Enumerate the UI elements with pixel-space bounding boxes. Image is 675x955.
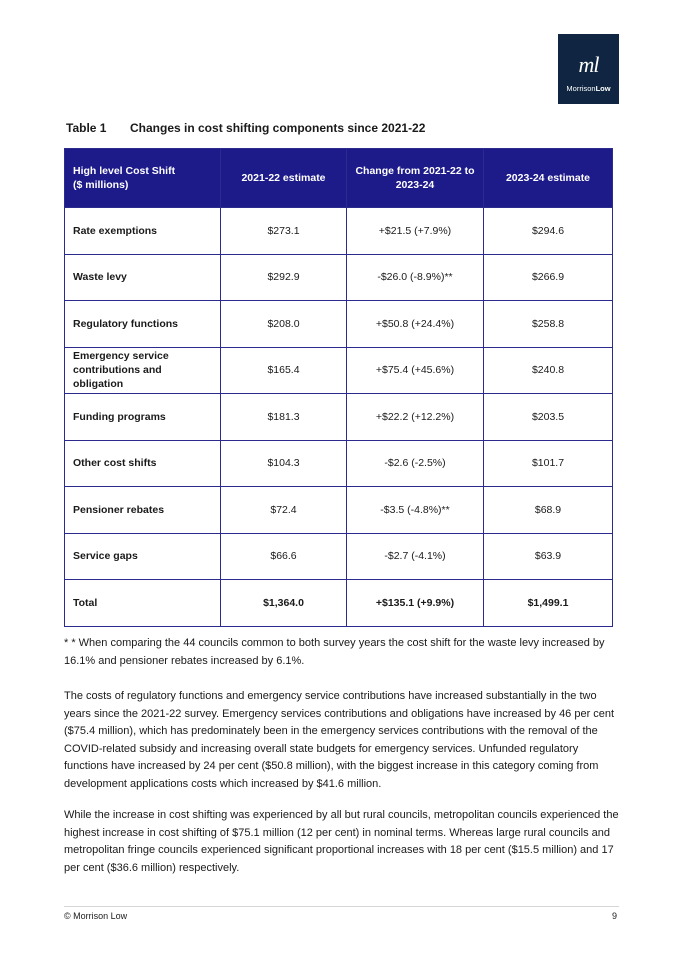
table-header-row: [65, 149, 613, 208]
table-row: [65, 301, 613, 348]
table-cell: $165.4: [221, 347, 347, 394]
table-cell: $203.5: [484, 394, 613, 441]
table-cell: +$75.4 (+45.6%): [347, 347, 484, 394]
footer-copyright: © Morrison Low: [64, 911, 128, 921]
logo-wordmark: MorrisonLow: [566, 84, 611, 93]
table-caption: [66, 121, 425, 135]
table-cell: -$26.0 (-8.9%)**: [347, 254, 484, 301]
table-cell: $72.4: [221, 487, 347, 534]
row-label: Regulatory functions: [65, 301, 221, 348]
table-title: Changes in cost shifting components since 2021-22: [130, 121, 426, 135]
row-label: Waste levy: [65, 254, 221, 301]
table-cell: $208.0: [221, 301, 347, 348]
row-label: Funding programs: [65, 394, 221, 441]
table-cell: $68.9: [484, 487, 613, 534]
table-cell: $181.3: [221, 394, 347, 441]
footer-divider: [64, 906, 619, 907]
table-cell: +$21.5 (+7.9%): [347, 208, 484, 255]
page-number: 9: [612, 911, 618, 921]
body-paragraph: While the increase in cost shifting was experienced by all but rural councils, metropolitan councils experienced the highest increase in cost shifting of $75.1 million (12 per cent) in nominal terms. Whereas large rural councils and metropolitan fringe councils experienced significant proportional increases with 18 per cent ($15.5 million) and 17 per cent ($36.6 million) respectively.: [64, 809, 619, 874]
table-cell: $240.8: [484, 347, 613, 394]
row-label: Service gaps: [65, 533, 221, 580]
table-cell: $273.1: [221, 208, 347, 255]
table-cell: $104.3: [221, 440, 347, 487]
table-row: [65, 533, 613, 580]
column-header: High level Cost Shift ($ millions): [65, 149, 221, 208]
table-total-row: [65, 580, 613, 627]
table-footnote: * * When comparing the 44 councils common to both survey years the cost shift for the waste levy increased by 16.1% and pensioner rebates increased by 6.1%.: [64, 637, 605, 667]
column-header: 2023-24 estimate: [484, 149, 613, 208]
table-cell: $1,364.0: [221, 580, 347, 627]
table-cell: $1,499.1: [484, 580, 613, 627]
row-label: Rate exemptions: [65, 208, 221, 255]
table-cell: $258.8: [484, 301, 613, 348]
table-row: [65, 487, 613, 534]
table-cell: $63.9: [484, 533, 613, 580]
table-cell: +$22.2 (+12.2%): [347, 394, 484, 441]
table-row: [65, 208, 613, 255]
logo-mark: ml: [578, 52, 599, 77]
table-cell: $294.6: [484, 208, 613, 255]
table-cell: $101.7: [484, 440, 613, 487]
table-row: [65, 347, 613, 394]
table-cell: -$3.5 (-4.8%)**: [347, 487, 484, 534]
table-cell: $266.9: [484, 254, 613, 301]
cost-shift-table: [64, 148, 613, 627]
table-cell: $292.9: [221, 254, 347, 301]
row-label: Other cost shifts: [65, 440, 221, 487]
table-row: [65, 254, 613, 301]
table-cell: -$2.6 (-2.5%): [347, 440, 484, 487]
table-cell: +$135.1 (+9.9%): [347, 580, 484, 627]
morrison-low-logo: [558, 34, 619, 104]
column-header: 2021-22 estimate: [221, 149, 347, 208]
row-label: Pensioner rebates: [65, 487, 221, 534]
row-label: Emergency service contributions and obligation: [65, 347, 221, 394]
row-label: Total: [65, 580, 221, 627]
column-header: Change from 2021-22 to 2023-24: [347, 149, 484, 208]
table-row: [65, 440, 613, 487]
table-cell: +$50.8 (+24.4%): [347, 301, 484, 348]
table-cell: $66.6: [221, 533, 347, 580]
table-cell: -$2.7 (-4.1%): [347, 533, 484, 580]
body-paragraph: The costs of regulatory functions and emergency service contributions have increased substantially in the two years since the 2021-22 survey. Emergency services contributions and obligations have increased by 46 per cent ($75.4 million), which has predominately been in the emergency services contributions with the removal of the COVID-related subsidy and increasing overall state budgets for emergency services. Unfunded regulatory functions have increased by 24 per cent ($50.8 million), with the biggest increase in this category coming from development applications costs which increased by $41.6 million.: [64, 690, 615, 790]
table-number: Table 1: [66, 121, 107, 135]
table-row: [65, 394, 613, 441]
